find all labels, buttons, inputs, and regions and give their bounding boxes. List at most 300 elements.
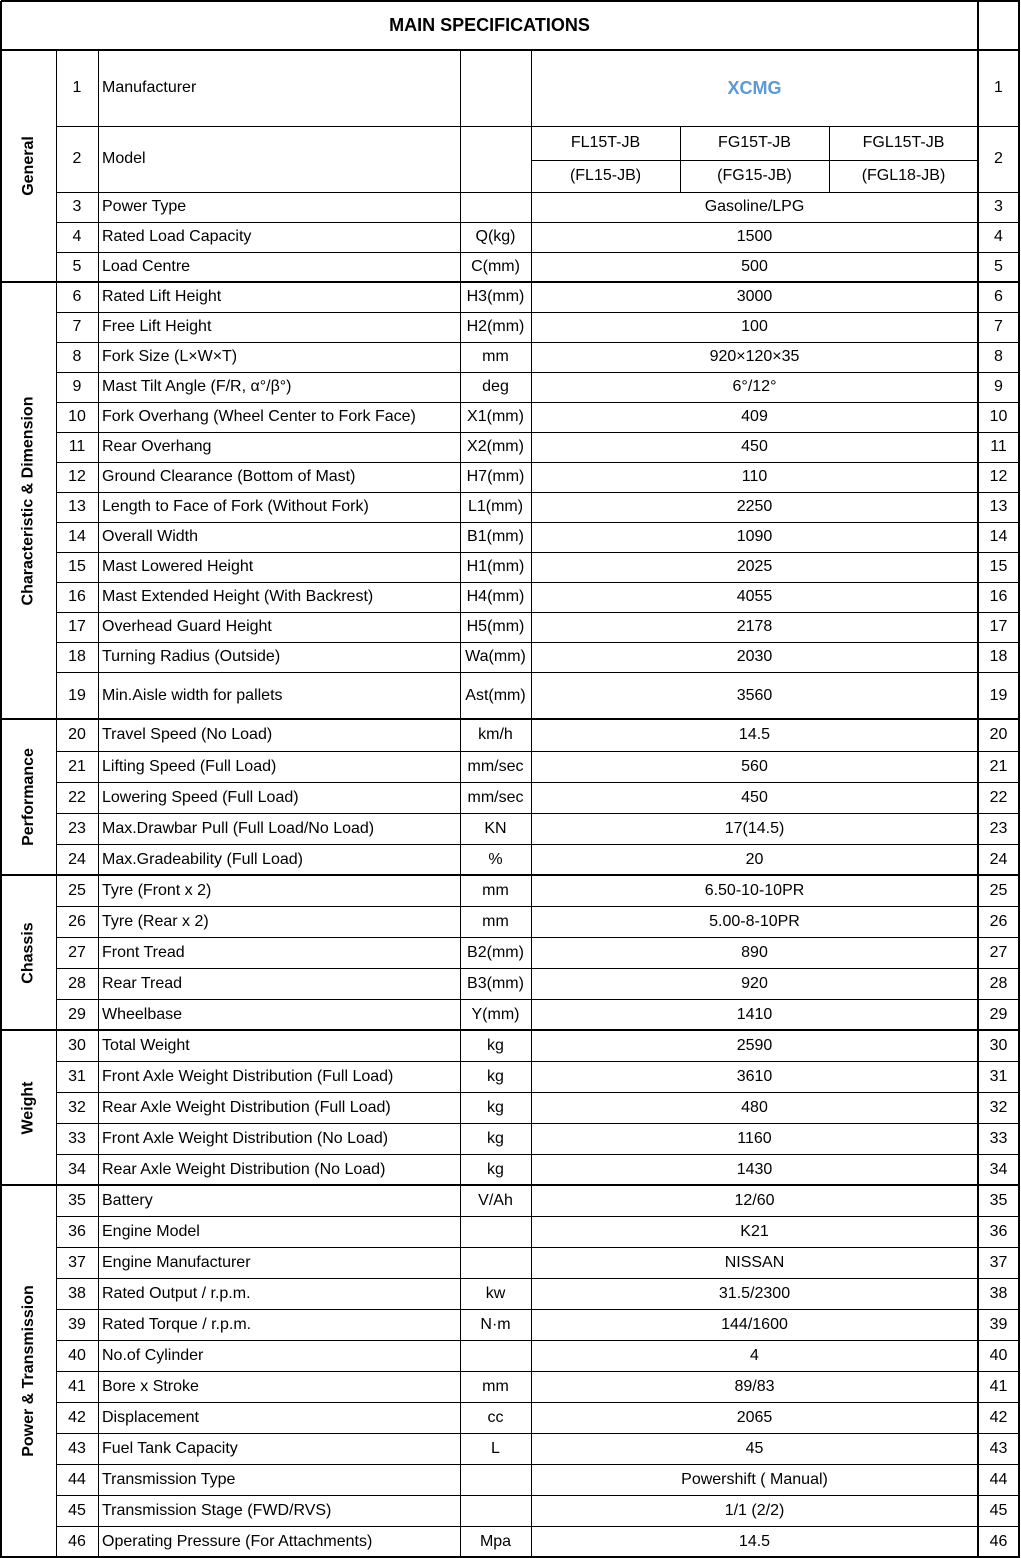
row-number-right: 4 <box>994 228 1003 245</box>
row-number: 6 <box>72 288 82 305</box>
spec-unit: mm <box>482 1377 509 1395</box>
spec-value: 20 <box>745 850 764 868</box>
row-number-right: 22 <box>989 788 1008 806</box>
model-code: FL15T-JB <box>570 134 641 151</box>
row-number-right: 38 <box>989 1284 1008 1302</box>
row-number-right: 28 <box>989 974 1008 992</box>
spec-unit: deg <box>482 378 509 395</box>
grid-line <box>56 1123 1020 1124</box>
spec-value: 560 <box>741 757 768 775</box>
row-number: 27 <box>68 943 86 961</box>
row-number-right: 32 <box>989 1098 1008 1116</box>
row-number: 29 <box>68 1005 86 1023</box>
spec-item: Free Lift Height <box>102 318 212 335</box>
row-number-right: 16 <box>989 588 1008 605</box>
row-number-right: 30 <box>989 1036 1008 1054</box>
spec-unit: kg <box>487 1160 504 1178</box>
spec-item: Turning Radius (Outside) <box>102 648 281 665</box>
spec-value: 1090 <box>736 528 773 545</box>
spec-unit: mm <box>482 912 509 930</box>
spec-unit: kw <box>485 1284 506 1302</box>
model-code: FG15T-JB <box>718 134 791 151</box>
grid-line <box>56 1061 1020 1062</box>
row-number-right: 34 <box>989 1160 1008 1178</box>
spec-item: Front Axle Weight Distribution (Full Load) <box>102 1067 394 1085</box>
grid-line <box>56 1340 1020 1341</box>
spec-item: Front Axle Weight Distribution (No Load) <box>102 1129 389 1147</box>
spec-value: 2065 <box>736 1408 773 1426</box>
grid-line <box>56 1309 1020 1310</box>
spec-item: Transmission Type <box>102 1470 236 1488</box>
row-number-right: 12 <box>989 468 1008 485</box>
group-cell <box>1 875 56 1030</box>
spec-unit: X1(mm) <box>467 408 524 425</box>
row-number-right: 19 <box>989 686 1008 704</box>
spec-item: Rated Output / r.p.m. <box>102 1284 251 1302</box>
spec-unit: kg <box>487 1098 504 1116</box>
spec-unit: H3(mm) <box>466 288 525 305</box>
spec-value: 1500 <box>736 228 773 245</box>
grid-line <box>56 844 1020 845</box>
row-number: 40 <box>68 1346 86 1364</box>
page-title: MAIN SPECIFICATIONS <box>389 15 590 35</box>
spec-item: Rear Overhang <box>102 438 212 455</box>
grid-line <box>56 192 1020 193</box>
spec-value: 31.5/2300 <box>718 1284 791 1302</box>
spec-item: Fork Size (L×W×T) <box>102 348 238 365</box>
spec-unit: X2(mm) <box>467 438 524 455</box>
grid-line <box>56 402 1020 403</box>
row-number-right: 3 <box>994 198 1003 215</box>
group-cell <box>1 1185 56 1557</box>
spec-unit <box>460 1464 531 1495</box>
spec-value: 480 <box>741 1098 768 1116</box>
spec-value: Gasoline/LPG <box>704 198 805 215</box>
row-number-right: 21 <box>989 757 1008 775</box>
spec-unit <box>460 1247 531 1278</box>
grid-line <box>680 126 681 193</box>
grid-line <box>56 522 1020 523</box>
group-cell <box>1 1030 56 1185</box>
spec-value: 89/83 <box>734 1377 775 1395</box>
group-label: Weight <box>19 1080 37 1135</box>
row-number-right: 17 <box>989 618 1008 635</box>
spec-value: 45 <box>745 1439 764 1457</box>
spec-item: Lowering Speed (Full Load) <box>102 788 299 806</box>
spec-unit: mm <box>482 348 509 365</box>
spec-unit: Wa(mm) <box>465 648 526 665</box>
row-number: 23 <box>68 819 86 837</box>
row-number: 2 <box>72 150 82 167</box>
spec-value: 2025 <box>736 558 773 575</box>
row-number-right: 23 <box>989 819 1008 837</box>
grid-line <box>56 1526 1020 1527</box>
row-number: 11 <box>68 438 86 455</box>
spec-item: Rated Load Capacity <box>102 228 252 245</box>
grid-line <box>56 813 1020 814</box>
row-number: 26 <box>68 912 86 930</box>
spec-item: Lifting Speed (Full Load) <box>102 757 277 775</box>
row-number: 1 <box>72 79 82 96</box>
spec-value: 3560 <box>736 686 773 704</box>
grid-line <box>1 0 1020 2</box>
grid-line <box>56 999 1020 1000</box>
spec-item: Tyre (Front x 2) <box>102 881 212 899</box>
row-number: 24 <box>68 850 86 868</box>
grid-line <box>56 968 1020 969</box>
spec-value: 144/1600 <box>721 1315 788 1333</box>
spec-unit: cc <box>487 1408 504 1426</box>
row-number-right: 33 <box>989 1129 1008 1147</box>
grid-line <box>56 612 1020 613</box>
model-alt: (FGL18-JB) <box>861 167 946 184</box>
row-number-right: 46 <box>989 1532 1008 1550</box>
grid-line <box>1 281 1020 283</box>
spec-value: 5.00-8-10PR <box>709 912 800 930</box>
row-number-right: 31 <box>989 1067 1008 1085</box>
group-label: Chassis <box>19 921 37 984</box>
spec-value: NISSAN <box>724 1253 785 1271</box>
spec-unit: H2(mm) <box>466 318 525 335</box>
grid-line <box>56 1371 1020 1372</box>
spec-value: 409 <box>741 408 768 425</box>
grid-line <box>56 462 1020 463</box>
spec-item: Power Type <box>102 198 187 215</box>
grid-line <box>56 582 1020 583</box>
grid-line <box>977 1 979 1558</box>
spec-unit: B2(mm) <box>467 943 524 961</box>
row-number-right: 26 <box>989 912 1008 930</box>
row-number: 31 <box>68 1067 86 1085</box>
model-alt: (FL15-JB) <box>569 167 642 184</box>
spec-unit: C(mm) <box>471 258 520 275</box>
row-number-right: 45 <box>989 1501 1008 1519</box>
spec-unit: L1(mm) <box>467 498 524 515</box>
spec-value: 1160 <box>737 1129 772 1147</box>
row-number: 25 <box>68 881 86 899</box>
spec-value: 12/60 <box>734 1191 775 1209</box>
row-number: 10 <box>68 408 86 425</box>
row-number-right: 39 <box>989 1315 1008 1333</box>
row-number: 17 <box>68 618 86 635</box>
spec-unit: Y(mm) <box>471 1005 520 1023</box>
spec-item: Length to Face of Fork (Without Fork) <box>102 498 369 515</box>
spec-value: 2030 <box>736 648 773 665</box>
row-number: 9 <box>72 378 82 395</box>
grid-line <box>1 1029 1020 1031</box>
grid-line <box>56 1092 1020 1093</box>
spec-unit: kg <box>487 1129 504 1147</box>
group-cell <box>1 282 56 719</box>
row-number: 32 <box>68 1098 86 1116</box>
spec-unit <box>460 50 531 126</box>
spec-value: 17(14.5) <box>724 819 785 837</box>
spec-unit: V/Ah <box>478 1191 513 1209</box>
spec-item: Max.Gradeability (Full Load) <box>102 850 303 868</box>
row-number: 42 <box>68 1408 86 1426</box>
grid-line <box>460 50 461 1558</box>
grid-line <box>56 1495 1020 1496</box>
row-number-right: 18 <box>989 648 1008 665</box>
grid-line <box>56 552 1020 553</box>
spec-item: Front Tread <box>102 943 185 961</box>
spec-unit <box>460 1216 531 1247</box>
grid-line <box>829 126 830 193</box>
row-number-right: 15 <box>989 558 1008 575</box>
spec-item: Fuel Tank Capacity <box>102 1439 238 1457</box>
spec-item: Overall Width <box>102 528 199 545</box>
row-number: 37 <box>68 1253 86 1271</box>
row-number: 19 <box>68 686 86 704</box>
row-number: 13 <box>68 498 86 515</box>
spec-unit: H4(mm) <box>466 588 525 605</box>
grid-line <box>56 1402 1020 1403</box>
grid-line <box>1 718 1020 720</box>
row-number-right: 10 <box>989 408 1008 425</box>
spec-value: 6.50-10-10PR <box>704 881 805 899</box>
row-number: 8 <box>72 348 82 365</box>
group-label: Power & Transmission <box>19 1285 37 1457</box>
row-number-right: 44 <box>989 1470 1008 1488</box>
group-label: General <box>19 136 37 196</box>
row-number: 12 <box>68 468 86 485</box>
spec-item: Manufacturer <box>102 79 197 96</box>
row-number: 4 <box>72 228 82 245</box>
row-number: 38 <box>68 1284 86 1302</box>
spec-unit: L <box>491 1439 500 1457</box>
spec-item: Travel Speed (No Load) <box>102 726 273 743</box>
spec-value: 920 <box>741 974 768 992</box>
row-number: 35 <box>68 1191 86 1209</box>
spec-value: 100 <box>741 318 768 335</box>
grid-line <box>56 372 1020 373</box>
group-label: Performance <box>19 748 37 846</box>
grid-line <box>56 1154 1020 1155</box>
row-number: 30 <box>68 1036 86 1054</box>
spec-item: Rear Tread <box>102 974 183 992</box>
grid-line <box>56 751 1020 752</box>
spec-item: No.of Cylinder <box>102 1346 204 1364</box>
row-number: 18 <box>68 648 86 665</box>
spec-item: Transmission Stage (FWD/RVS) <box>102 1501 332 1519</box>
spec-item: Mast Lowered Height <box>102 558 254 575</box>
grid-line <box>56 126 1020 127</box>
spec-unit: H1(mm) <box>466 558 525 575</box>
spec-item: Displacement <box>102 1408 199 1426</box>
spec-unit: % <box>488 850 503 868</box>
manufacturer-value: XCMG <box>727 77 782 98</box>
spec-value: 6°/12° <box>732 378 777 395</box>
spec-unit: H7(mm) <box>466 468 525 485</box>
row-number-right: 24 <box>989 850 1008 868</box>
row-number-right: 35 <box>989 1191 1008 1209</box>
row-number: 15 <box>68 558 86 575</box>
model-code: FGL15T-JB <box>862 134 945 151</box>
row-number-right: 29 <box>989 1005 1008 1023</box>
spec-value: 2590 <box>736 1036 773 1054</box>
grid-line <box>56 432 1020 433</box>
spec-item: Load Centre <box>102 258 191 275</box>
spec-unit: kg <box>487 1067 504 1085</box>
row-number: 28 <box>68 974 86 992</box>
spec-value: 2250 <box>736 498 773 515</box>
row-number-right: 7 <box>994 318 1003 335</box>
row-number-right: 37 <box>989 1253 1008 1271</box>
row-number: 14 <box>68 528 86 545</box>
grid-line <box>56 937 1020 938</box>
spec-item: Min.Aisle width for pallets <box>102 686 283 704</box>
spec-unit: Ast(mm) <box>465 686 526 704</box>
row-number: 36 <box>68 1222 86 1240</box>
spec-value: 450 <box>741 438 768 455</box>
row-number-right: 9 <box>994 378 1003 395</box>
row-number-right: 14 <box>989 528 1008 545</box>
spec-item: Total Weight <box>102 1036 190 1054</box>
spec-unit: mm/sec <box>467 757 524 775</box>
spec-value: 4055 <box>736 588 773 605</box>
spec-unit: KN <box>484 819 507 837</box>
spec-unit: N·m <box>480 1315 511 1333</box>
spec-unit: mm <box>482 881 509 899</box>
grid-line <box>1 874 1020 876</box>
row-number-right: 42 <box>989 1408 1008 1426</box>
spec-value: 450 <box>741 788 768 806</box>
grid-line <box>56 782 1020 783</box>
spec-item: Engine Manufacturer <box>102 1253 251 1271</box>
group-cell <box>1 50 56 282</box>
row-number-right: 2 <box>994 150 1003 167</box>
spec-item: Mast Extended Height (With Backrest) <box>102 588 374 605</box>
row-number: 46 <box>68 1532 86 1550</box>
spec-unit: mm/sec <box>467 788 524 806</box>
row-number: 5 <box>72 258 82 275</box>
grid-line <box>56 252 1020 253</box>
row-number-right: 1 <box>994 79 1003 96</box>
row-number-right: 41 <box>989 1377 1008 1395</box>
row-number: 33 <box>68 1129 86 1147</box>
grid-line <box>1 1184 1020 1186</box>
row-number: 41 <box>68 1377 86 1395</box>
spec-item: Overhead Guard Height <box>102 618 272 635</box>
row-number: 7 <box>72 318 82 335</box>
spec-unit <box>460 192 531 222</box>
spec-item: Ground Clearance (Bottom of Mast) <box>102 468 356 485</box>
group-label: Characteristic & Dimension <box>19 396 37 605</box>
spec-item: Fork Overhang (Wheel Center to Fork Face) <box>102 408 416 425</box>
row-number-right: 27 <box>989 943 1008 961</box>
grid-line <box>56 1464 1020 1465</box>
spec-unit: kg <box>487 1036 504 1054</box>
spec-unit: km/h <box>478 726 513 743</box>
spec-value: 14.5 <box>738 1532 771 1550</box>
spec-value: 1430 <box>736 1160 773 1178</box>
spec-value: 920×120×35 <box>709 348 800 365</box>
grid-line <box>531 160 979 161</box>
spec-unit <box>460 1340 531 1371</box>
spec-item: Operating Pressure (For Attachments) <box>102 1532 373 1550</box>
row-number-right: 13 <box>989 498 1008 515</box>
grid-line <box>56 1247 1020 1248</box>
row-number: 44 <box>68 1470 86 1488</box>
row-number: 21 <box>68 757 86 775</box>
spec-unit <box>460 126 531 192</box>
spec-unit: B3(mm) <box>467 974 524 992</box>
row-number: 39 <box>68 1315 86 1333</box>
spec-value: 500 <box>741 258 768 275</box>
spec-value: 4 <box>750 1346 759 1364</box>
spec-item: Rated Torque / r.p.m. <box>102 1315 252 1333</box>
spec-item: Engine Model <box>102 1222 200 1240</box>
grid-line <box>56 312 1020 313</box>
spec-value: 3610 <box>736 1067 773 1085</box>
spec-value: 14.5 <box>738 726 771 743</box>
spec-item: Rear Axle Weight Distribution (No Load) <box>102 1160 386 1178</box>
spec-item: Battery <box>102 1191 153 1209</box>
grid-line <box>56 906 1020 907</box>
grid-line <box>0 1 2 1558</box>
grid-line <box>56 50 57 1558</box>
spec-value: 890 <box>741 943 768 961</box>
spec-unit: Mpa <box>479 1532 512 1550</box>
grid-line <box>1 49 1020 51</box>
row-number: 34 <box>68 1160 86 1178</box>
spec-value: 1410 <box>736 1005 773 1023</box>
spec-value: 3000 <box>736 288 773 305</box>
spec-unit: B1(mm) <box>467 528 524 545</box>
grid-line <box>56 492 1020 493</box>
spec-item: Rated Lift Height <box>102 288 222 305</box>
row-number-right: 11 <box>990 438 1007 455</box>
spec-value: K21 <box>740 1222 769 1240</box>
spec-item: Wheelbase <box>102 1005 183 1023</box>
grid-line <box>56 1216 1020 1217</box>
row-number: 3 <box>72 198 82 215</box>
spec-unit: Q(kg) <box>475 228 516 245</box>
grid-line <box>56 342 1020 343</box>
grid-line <box>98 50 99 1558</box>
row-number-right: 36 <box>989 1222 1008 1240</box>
spec-item: Tyre (Rear x 2) <box>102 912 209 930</box>
spec-item: Model <box>102 150 146 167</box>
spec-item: Rear Axle Weight Distribution (Full Load) <box>102 1098 391 1116</box>
spec-unit: H5(mm) <box>466 618 525 635</box>
row-number-right: 5 <box>994 258 1003 275</box>
model-alt: (FG15-JB) <box>717 167 792 184</box>
group-cell <box>1 719 56 875</box>
row-number-right: 20 <box>989 726 1008 743</box>
row-number: 22 <box>68 788 86 806</box>
row-number-right: 25 <box>989 881 1008 899</box>
spec-item: Mast Tilt Angle (F/R, α°/β°) <box>102 378 292 395</box>
grid-line <box>56 642 1020 643</box>
grid-line <box>1018 1 1020 1558</box>
grid-line <box>56 672 1020 673</box>
spec-value: 2178 <box>736 618 773 635</box>
spec-item: Max.Drawbar Pull (Full Load/No Load) <box>102 819 375 837</box>
grid-line <box>56 222 1020 223</box>
grid-line <box>531 50 532 1558</box>
spec-unit <box>460 1495 531 1526</box>
grid-line <box>56 1433 1020 1434</box>
row-number: 20 <box>68 726 86 743</box>
row-number: 45 <box>68 1501 86 1519</box>
row-number: 16 <box>68 588 86 605</box>
spec-item: Bore x Stroke <box>102 1377 199 1395</box>
spec-value: 110 <box>741 468 768 485</box>
row-number-right: 43 <box>989 1439 1008 1457</box>
row-number-right: 8 <box>994 348 1003 365</box>
row-number-right: 40 <box>989 1346 1008 1364</box>
